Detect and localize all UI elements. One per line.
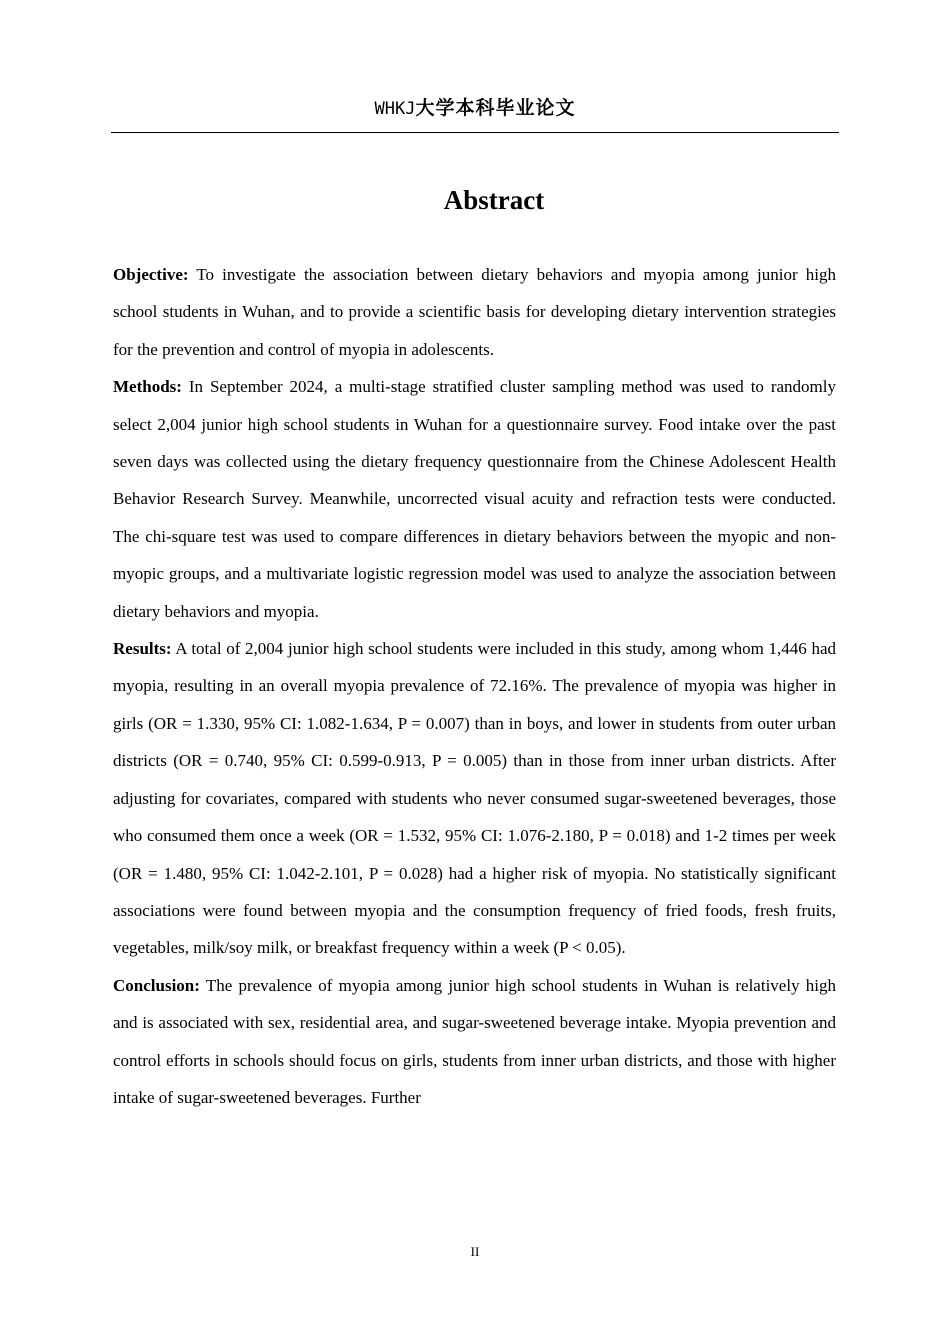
results-text: A total of 2,004 junior high school students were included in this study, among whom 1,446 had myopia, resulting in an overall myopia prevalence of 72.16%. The prevalence of myopia was higher in girls (OR = 1.330, 95% CI: 1.082-1.634, P = 0.007) than in boys, and lower in students from outer urban districts (OR = 0.740, 95% CI: 0.599-0.913, P = 0.005) than in those from inner urban districts. After adjusting for covariates, compared with students who never consumed sugar-sweetened beverages, those who consumed them once a week (OR = 1.532, 95% CI: 1.076-2.180, P = 0.018) and 1-2 times per week (OR = 1.480, 95% CI: 1.042-2.101, P = 0.028) had a higher risk of myopia. No statistically significant associations were found between myopia and the consumption frequency of fried foods, fresh fruits, vegetables, milk/soy milk, or breakfast frequency within a week (P < 0.05). [113, 639, 836, 958]
results-label: Results: [113, 639, 172, 659]
running-header [111, 92, 839, 124]
conclusion-text: The prevalence of myopia among junior high school students in Wuhan is relatively high and is associated with sex, residential area, and sugar-sweetened beverage intake. Myopia prevention and control efforts in schools should focus on girls, students from inner urban districts, and those with higher intake of sugar-sweetened beverages. Further [113, 975, 836, 1107]
abstract-body [113, 256, 836, 1116]
results-paragraph [113, 630, 836, 967]
page-title: Abstract [443, 185, 545, 215]
page-number: II [470, 1244, 480, 1259]
methods-text: In September 2024, a multi-stage stratified cluster sampling method was used to randomly select 2,004 junior high school students in Wuhan for a questionnaire survey. Food intake over the past seven days was collected using the dietary frequency questionnaire from the Chinese Adolescent Health Behavior Research Survey. Meanwhile, uncorrected visual acuity and refraction tests were conducted. The chi-square test was used to compare differences in dietary behaviors between the myopic and non-myopic groups, and a multivariate logistic regression model was used to analyze the association between dietary behaviors and myopia. [113, 377, 836, 621]
header-university-code: WHKJ [374, 99, 416, 119]
methods-label: Methods: [113, 377, 182, 397]
objective-label: Objective: [113, 265, 189, 284]
methods-paragraph [113, 368, 836, 630]
objective-paragraph [113, 256, 836, 368]
header-thesis-type: 大学本科毕业论文 [415, 97, 576, 119]
conclusion-label: Conclusion: [113, 975, 200, 995]
conclusion-paragraph [113, 967, 836, 1117]
objective-text: To investigate the association between dietary behaviors and myopia among junior high school students in Wuhan, and to provide a scientific basis for developing dietary intervention strategies for the prevention and control of myopia in adolescents. [113, 265, 836, 359]
header-divider [111, 132, 839, 133]
